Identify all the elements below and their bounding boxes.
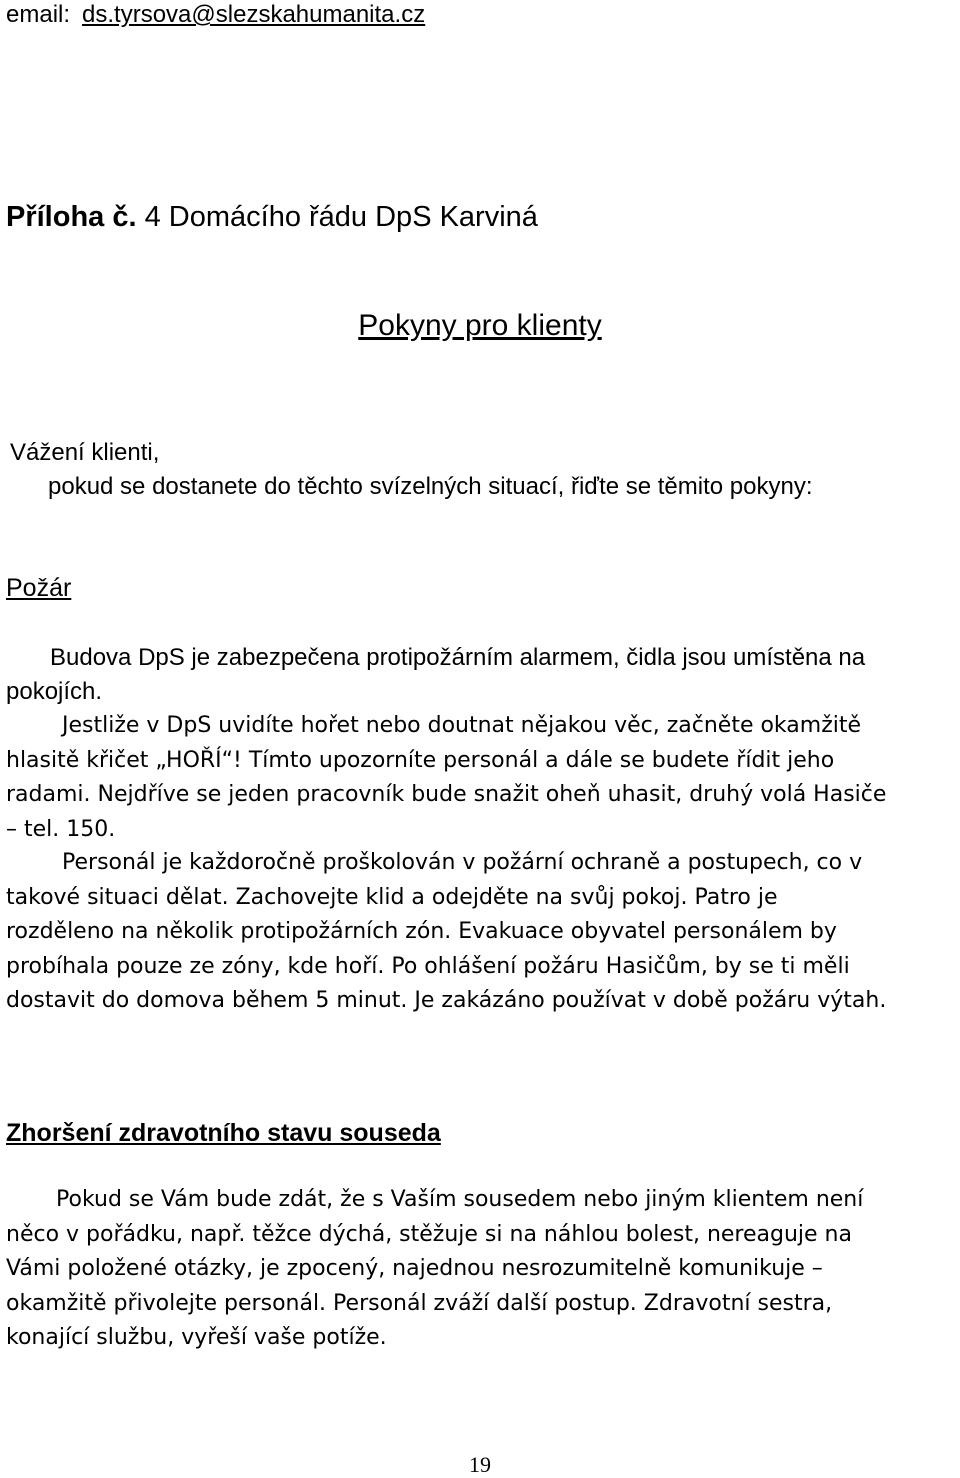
section-heading-fire: Požár	[6, 574, 72, 602]
text-line: něco v pořádku, např. těžce dýchá, stěžuje si na náhlou bolest, nereaguje na	[6, 1221, 852, 1247]
health-paragraph	[6, 1183, 958, 1356]
email-link[interactable]: ds.tyrsova@slezskahumanita.cz	[82, 1, 426, 28]
text-line: – tel. 150.	[6, 816, 116, 842]
text-line: Budova DpS je zabezpečena protipožárním alarmem, čidla jsou umístěna na	[50, 644, 866, 671]
section-heading-health: Zhoršení zdravotního stavu souseda	[6, 1119, 441, 1147]
text-line: dostavit do domova během 5 minut. Je zakázáno používat v době požáru výtah.	[6, 988, 887, 1013]
email-label: email:	[6, 1, 71, 28]
email-line	[6, 0, 425, 30]
page-number: 19	[469, 1452, 491, 1477]
text-line: pokojích.	[6, 678, 103, 705]
text-line: Vámi položené otázky, je zpocený, najednou nesrozumitelně komunikuje –	[6, 1256, 823, 1281]
fire-paragraph-3	[6, 846, 958, 1019]
text-line: Personál je každoročně proškolován v požární ochraně a postupech, co v	[62, 850, 863, 875]
page-title: Pokyny pro klienty	[358, 309, 602, 342]
fire-paragraph-1	[6, 641, 958, 709]
text-line: probíhala pouze ze zóny, kde hoří. Po ohlášení požáru Hasičům, by se ti měli	[6, 953, 850, 979]
greeting-salutation: Vážení klienti,	[10, 439, 160, 466]
text-line: Jestliže v DpS uvidíte hořet nebo doutnat nějakou věc, začněte okamžitě	[62, 713, 862, 738]
appendix-line	[6, 200, 538, 234]
text-line: okamžitě přivolejte personál. Personál zváží další postup. Zdravotní sestra,	[6, 1290, 833, 1316]
text-line: Pokud se Vám bude zdát, že s Vaším sousedem nebo jiným klientem není	[56, 1187, 864, 1212]
text-line: takové situaci dělat. Zachovejte klid a odejděte na svůj pokoj. Patro je	[6, 884, 778, 910]
text-line: rozděleno na několik protipožárních zón. Evakuace obyvatel personálem by	[6, 919, 837, 944]
appendix-label: Příloha č.	[6, 201, 137, 233]
text-line: konající službu, vyřeší vaše potíže.	[6, 1325, 387, 1350]
fire-paragraph-2	[6, 709, 958, 847]
greeting-intro: pokud se dostanete do těchto svízelných situací, řiďte se těmito pokyny:	[48, 473, 813, 500]
text-line: radami. Nejdříve se jeden pracovník bude snažit oheň uhasit, druhý volá Hasiče	[6, 782, 887, 807]
text-line: hlasitě křičet „HOŘÍ“! Tímto upozorníte personál a dále se budete řídit jeho	[6, 747, 835, 773]
appendix-text: 4 Domácího řádu DpS Karviná	[136, 201, 538, 233]
